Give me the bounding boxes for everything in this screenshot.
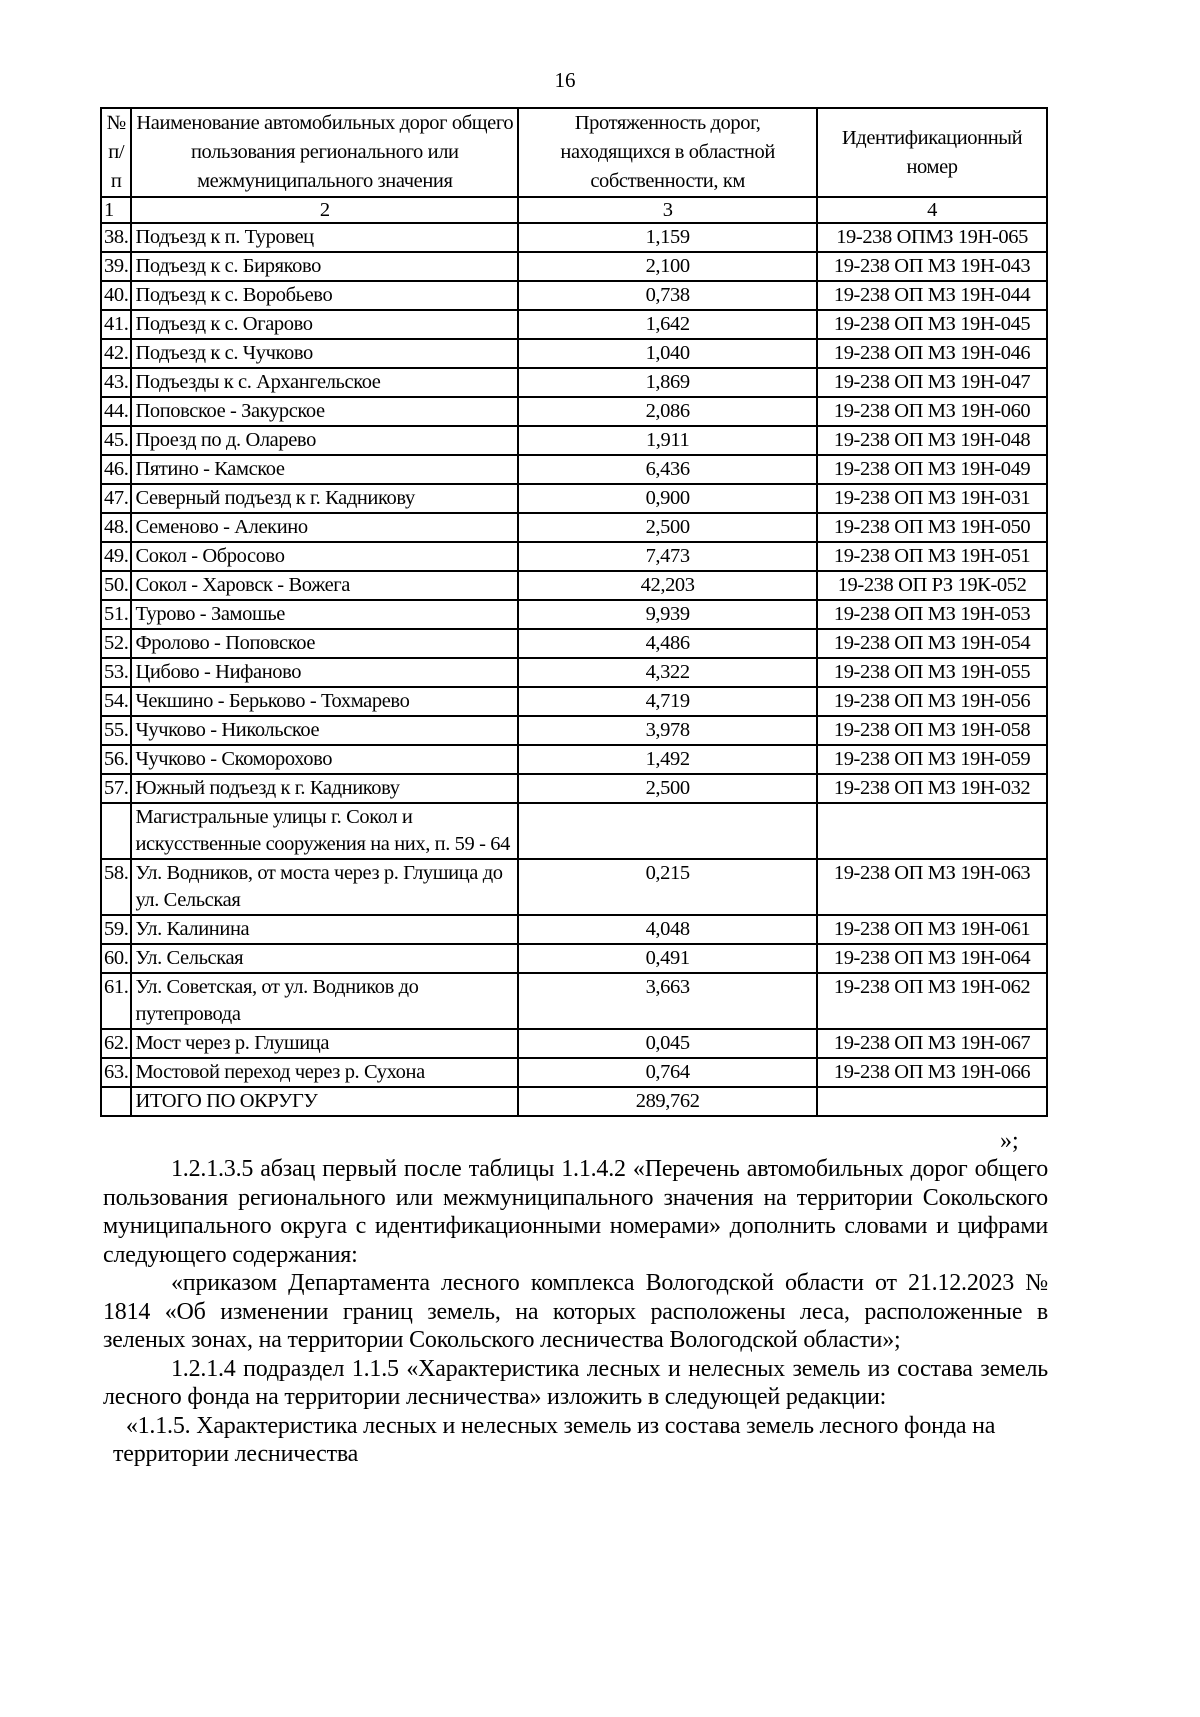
table-row	[101, 223, 1047, 252]
section-heading: «1.1.5. Характеристика лесных и нелесных земель из состава земель лесного фонда на территории лесничества	[113, 1412, 996, 1467]
row-name: Мост через р. Глушица	[131, 1029, 518, 1058]
row-id: 19-238 ОП МЗ 19Н-044	[817, 281, 1047, 310]
column-numbers-row	[101, 197, 1047, 223]
row-name: Ул. Водников, от моста через р. Глушица до ул. Сельская	[131, 859, 518, 915]
row-num: 60.	[101, 944, 131, 973]
row-length: 6,436	[518, 455, 817, 484]
row-num: 63.	[101, 1058, 131, 1087]
column-number: 4	[817, 197, 1047, 223]
table-row	[101, 426, 1047, 455]
row-num: 45.	[101, 426, 131, 455]
row-id	[817, 1087, 1047, 1116]
row-num: 43.	[101, 368, 131, 397]
row-num: 56.	[101, 745, 131, 774]
row-length: 4,322	[518, 658, 817, 687]
row-name: Магистральные улицы г. Сокол и искусственные сооружения на них, п. 59 - 64	[131, 803, 518, 859]
column-number: 1	[101, 197, 131, 223]
row-id: 19-238 ОП МЗ 19Н-049	[817, 455, 1047, 484]
row-id: 19-238 ОП МЗ 19Н-048	[817, 426, 1047, 455]
row-name: Подъезды к с. Архангельское	[131, 368, 518, 397]
row-num: 62.	[101, 1029, 131, 1058]
table-row	[101, 397, 1047, 426]
row-length: 0,045	[518, 1029, 817, 1058]
table-row	[101, 281, 1047, 310]
row-num: 47.	[101, 484, 131, 513]
row-num: 40.	[101, 281, 131, 310]
table-row	[101, 859, 1047, 915]
roads-table	[100, 107, 1048, 1117]
table-row	[101, 600, 1047, 629]
row-id: 19-238 ОП МЗ 19Н-062	[817, 973, 1047, 1029]
row-length: 0,491	[518, 944, 817, 973]
row-name: Ул. Сельская	[131, 944, 518, 973]
column-number: 3	[518, 197, 817, 223]
table-row	[101, 803, 1047, 859]
row-length: 4,048	[518, 915, 817, 944]
table-row	[101, 658, 1047, 687]
page-number: 16	[554, 68, 576, 92]
row-id: 19-238 ОП МЗ 19Н-055	[817, 658, 1047, 687]
row-num: 46.	[101, 455, 131, 484]
row-num: 38.	[101, 223, 131, 252]
row-num: 54.	[101, 687, 131, 716]
row-length: 0,764	[518, 1058, 817, 1087]
table-row	[101, 368, 1047, 397]
table-row	[101, 339, 1047, 368]
table-row	[101, 513, 1047, 542]
row-length: 1,492	[518, 745, 817, 774]
row-name: Подъезд к с. Огарово	[131, 310, 518, 339]
header-id: Идентификационный номер	[817, 108, 1047, 197]
row-id: 19-238 ОП МЗ 19Н-053	[817, 600, 1047, 629]
header-num: № п/п	[101, 108, 131, 197]
row-name: ИТОГО ПО ОКРУГУ	[131, 1087, 518, 1116]
row-name: Семеново - Алекино	[131, 513, 518, 542]
table-row	[101, 252, 1047, 281]
row-num	[101, 803, 131, 859]
row-id: 19-238 ОП МЗ 19Н-063	[817, 859, 1047, 915]
row-length: 1,040	[518, 339, 817, 368]
row-name: Ул. Советская, от ул. Водников до путепровода	[131, 973, 518, 1029]
row-length: 1,911	[518, 426, 817, 455]
row-length: 4,486	[518, 629, 817, 658]
row-name: Подъезд к с. Чучково	[131, 339, 518, 368]
table-row	[101, 745, 1047, 774]
table-row	[101, 571, 1047, 600]
table-row	[101, 1087, 1047, 1116]
row-name: Подъезд к с. Воробьево	[131, 281, 518, 310]
paragraph: 1.2.1.4 подраздел 1.1.5 «Характеристика лесных и нелесных земель из состава земель лесного фонда на территории лесничества» изложить в следующей редакции:	[103, 1355, 1048, 1410]
row-name: Фролово - Поповское	[131, 629, 518, 658]
row-num: 57.	[101, 774, 131, 803]
row-length: 2,500	[518, 774, 817, 803]
row-id: 19-238 ОП МЗ 19Н-064	[817, 944, 1047, 973]
row-length: 0,738	[518, 281, 817, 310]
row-num: 48.	[101, 513, 131, 542]
row-id: 19-238 ОП РЗ 19К-052	[817, 571, 1047, 600]
row-id: 19-238 ОП МЗ 19Н-058	[817, 716, 1047, 745]
row-length	[518, 803, 817, 859]
row-num: 44.	[101, 397, 131, 426]
table-header-row	[101, 108, 1047, 197]
header-name: Наименование автомобильных дорог общего пользования регионального или межмуниципального значения	[131, 108, 518, 197]
row-length: 2,500	[518, 513, 817, 542]
table-row	[101, 774, 1047, 803]
row-id: 19-238 ОП МЗ 19Н-045	[817, 310, 1047, 339]
row-length: 1,642	[518, 310, 817, 339]
table-row	[101, 542, 1047, 571]
row-name: Мостовой переход через р. Сухона	[131, 1058, 518, 1087]
row-num: 58.	[101, 859, 131, 915]
row-num: 49.	[101, 542, 131, 571]
row-id: 19-238 ОП МЗ 19Н-043	[817, 252, 1047, 281]
row-id: 19-238 ОП МЗ 19Н-054	[817, 629, 1047, 658]
row-length: 3,978	[518, 716, 817, 745]
row-length: 42,203	[518, 571, 817, 600]
row-id	[817, 803, 1047, 859]
table-row	[101, 687, 1047, 716]
row-length: 289,762	[518, 1087, 817, 1116]
row-num: 51.	[101, 600, 131, 629]
row-id: 19-238 ОП МЗ 19Н-047	[817, 368, 1047, 397]
row-length: 2,100	[518, 252, 817, 281]
row-num: 59.	[101, 915, 131, 944]
row-name: Проезд по д. Оларево	[131, 426, 518, 455]
table-row	[101, 716, 1047, 745]
row-id: 19-238 ОП МЗ 19Н-067	[817, 1029, 1047, 1058]
row-num: 52.	[101, 629, 131, 658]
row-name: Южный подъезд к г. Кадникову	[131, 774, 518, 803]
row-name: Турово - Замошье	[131, 600, 518, 629]
row-length: 9,939	[518, 600, 817, 629]
row-length: 0,900	[518, 484, 817, 513]
table-row	[101, 973, 1047, 1029]
row-id: 19-238 ОП МЗ 19Н-051	[817, 542, 1047, 571]
row-length: 0,215	[518, 859, 817, 915]
row-id: 19-238 ОП МЗ 19Н-066	[817, 1058, 1047, 1087]
row-name: Подъезд к с. Биряково	[131, 252, 518, 281]
row-length: 3,663	[518, 973, 817, 1029]
row-name: Ул. Калинина	[131, 915, 518, 944]
row-num: 42.	[101, 339, 131, 368]
table-row	[101, 915, 1047, 944]
row-id: 19-238 ОП МЗ 19Н-031	[817, 484, 1047, 513]
row-length: 7,473	[518, 542, 817, 571]
column-number: 2	[131, 197, 518, 223]
row-length: 4,719	[518, 687, 817, 716]
table-row	[101, 629, 1047, 658]
paragraph: 1.2.1.3.5 абзац первый после таблицы 1.1.4.2 «Перечень автомобильных дорог общего пользования регионального или межмуниципального значения на территории Сокольского муниципального округа с идентификационными номерами» дополнить словами и цифрами следующего содержания:	[103, 1156, 1048, 1268]
row-name: Чекшино - Берьково - Тохмарево	[131, 687, 518, 716]
table-row	[101, 484, 1047, 513]
row-length: 1,159	[518, 223, 817, 252]
row-name: Сокол - Обросово	[131, 542, 518, 571]
row-name: Северный подъезд к г. Кадникову	[131, 484, 518, 513]
row-num: 39.	[101, 252, 131, 281]
row-id: 19-238 ОП МЗ 19Н-061	[817, 915, 1047, 944]
row-num: 55.	[101, 716, 131, 745]
row-id: 19-238 ОПМЗ 19Н-065	[817, 223, 1047, 252]
table-row	[101, 944, 1047, 973]
row-length: 2,086	[518, 397, 817, 426]
row-name: Цибово - Нифаново	[131, 658, 518, 687]
row-id: 19-238 ОП МЗ 19Н-056	[817, 687, 1047, 716]
row-name: Подъезд к п. Туровец	[131, 223, 518, 252]
header-length: Протяженность дорог, находящихся в областной собственности, км	[518, 108, 817, 197]
row-num	[101, 1087, 131, 1116]
row-name: Чучково - Никольское	[131, 716, 518, 745]
row-num: 53.	[101, 658, 131, 687]
row-name: Пятино - Камское	[131, 455, 518, 484]
row-name: Сокол - Харовск - Вожега	[131, 571, 518, 600]
row-id: 19-238 ОП МЗ 19Н-032	[817, 774, 1047, 803]
row-id: 19-238 ОП МЗ 19Н-059	[817, 745, 1047, 774]
table-row	[101, 1058, 1047, 1087]
table-row	[101, 1029, 1047, 1058]
row-id: 19-238 ОП МЗ 19Н-046	[817, 339, 1047, 368]
row-length: 1,869	[518, 368, 817, 397]
row-name: Поповское - Закурское	[131, 397, 518, 426]
row-num: 41.	[101, 310, 131, 339]
row-name: Чучково - Скоморохово	[131, 745, 518, 774]
row-num: 61.	[101, 973, 131, 1029]
paragraph: «приказом Департамента лесного комплекса Вологодской области от 21.12.2023 № 1814 «Об изменении границ земель, на которых расположены леса, расположенные в зеленых зонах, на территории Сокольского лесничества Вологодской области»;	[103, 1270, 1048, 1353]
row-id: 19-238 ОП МЗ 19Н-050	[817, 513, 1047, 542]
row-id: 19-238 ОП МЗ 19Н-060	[817, 397, 1047, 426]
quote-close: »;	[1000, 1128, 1019, 1154]
table-row	[101, 455, 1047, 484]
row-num: 50.	[101, 571, 131, 600]
table-row	[101, 310, 1047, 339]
